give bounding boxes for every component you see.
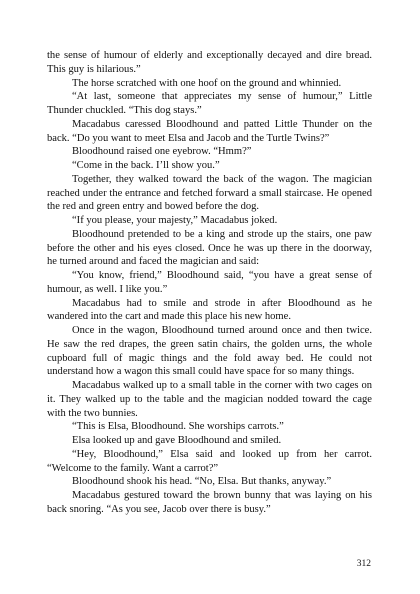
paragraph: Macadabus gestured toward the brown bunny that was laying on his back snoring. “As you see, Jacob over there is busy.” <box>47 490 372 515</box>
paragraph: The horse scratched with one hoof on the ground and whinnied. <box>72 77 342 89</box>
paragraph: “Come in the back. I’ll show you.” <box>72 160 220 171</box>
paragraph: Together, they walked toward the back of the wagon. The magician reached under the entrance and fetched forward a small staircase. He opened the red and green entry and bowed before the dog. <box>47 173 372 213</box>
paragraph: Elsa looked up and gave Bloodhound and smiled. <box>72 435 282 446</box>
paragraph: Macadabus walked up to a small table in the corner with two cages on it. They walked up to the table and the magician nodded toward the cage with the two bunnies. <box>47 380 372 419</box>
paragraph: “This is Elsa, Bloodhound. She worships carrots.” <box>72 421 284 433</box>
paragraph: “If you please, your majesty,” Macadabus joked. <box>72 215 278 226</box>
page-number: 312 <box>356 559 371 569</box>
page-body <box>47 49 372 517</box>
paragraph: Bloodhound pretended to be a king and strode up the stairs, one paw before the other and his eyes closed. Once he was up there in the doorway, he turned around and faced the magician and said: <box>47 228 372 268</box>
paragraph: “At last, someone that appreciates my sense of humour,” Little Thunder chuckled. “This dog stays.” <box>47 91 372 116</box>
paragraph: Macadabus caressed Bloodhound and patted Little Thunder on the back. “Do you want to meet Elsa and Jacob and the Turtle Twins?” <box>47 118 372 144</box>
paragraph: Bloodhound shook his head. “No, Elsa. But thanks, anyway.” <box>72 476 332 488</box>
paragraph: “You know, friend,” Bloodhound said, “you have a great sense of humour, as well. I like you.” <box>47 270 372 295</box>
paragraph: Macadabus had to smile and strode in after Bloodhound as he wandered into the cart and made this place his new home. <box>47 297 372 323</box>
paragraph: the sense of humour of elderly and exceptionally decayed and dire bread. This guy is hilarious.” <box>47 50 372 75</box>
paragraph: Bloodhound raised one eyebrow. “Hmm?” <box>72 146 252 158</box>
paragraph: Once in the wagon, Bloodhound turned around once and then twice. He saw the red drapes, the green satin chairs, the golden urns, the whole cupboard full of magic things and the fold away bed. He could not understand how a wagon this small could have space for so many things. <box>47 325 372 378</box>
paragraph: “Hey, Bloodhound,” Elsa said and looked up from her carrot. “Welcome to the family. Want a carrot?” <box>47 448 372 474</box>
